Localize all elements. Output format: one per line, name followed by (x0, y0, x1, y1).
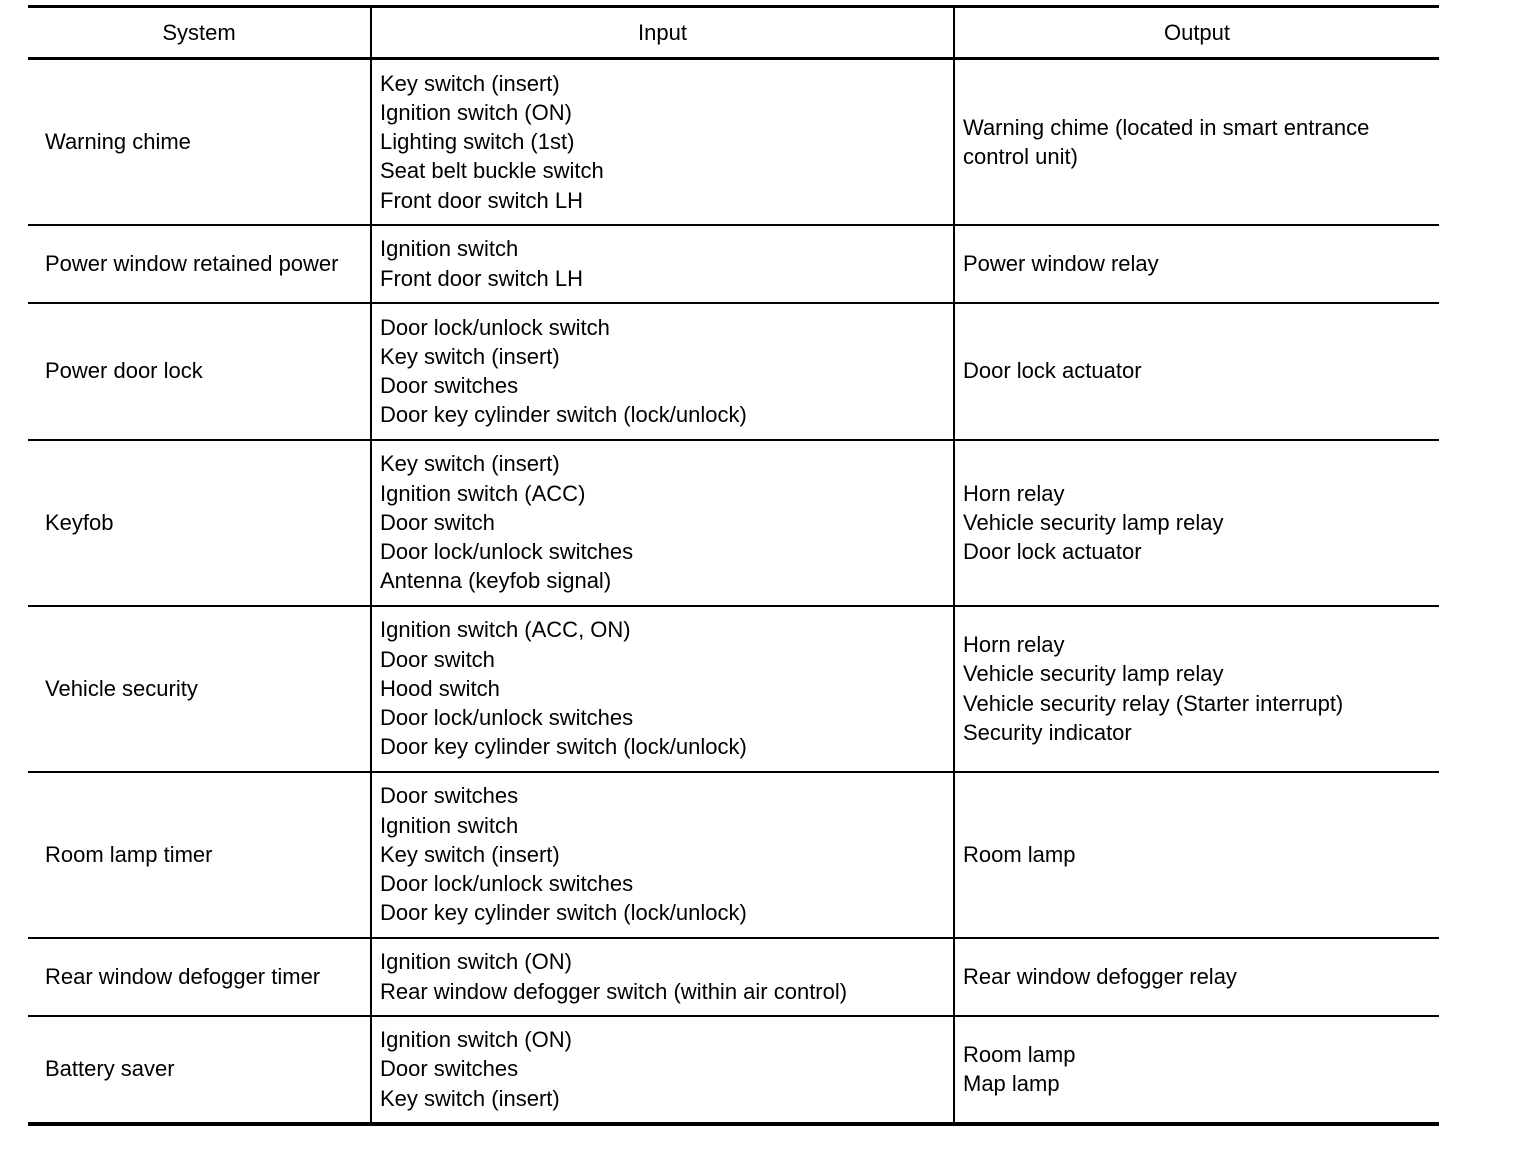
system-cell: Rear window defogger timer (28, 938, 371, 1016)
input-item: Ignition switch (ON) (380, 1027, 572, 1053)
input-item: Door switch (380, 509, 495, 535)
table-row (28, 1016, 1439, 1124)
input-item: Door lock/unlock switches (380, 871, 634, 897)
input-item: Hood switch (380, 675, 500, 701)
table-row (28, 606, 1439, 772)
input-item: Ignition switch (ON) (380, 949, 572, 975)
input-item: Ignition switch (380, 236, 519, 262)
input-item: Key switch (insert) (380, 1085, 560, 1111)
output-item: Door lock actuator (963, 539, 1142, 565)
input-cell (371, 225, 954, 303)
system-cell: Vehicle security (28, 606, 371, 772)
input-item: Front door switch LH (380, 265, 583, 291)
output-cell (954, 225, 1439, 303)
input-item: Door switches (380, 783, 519, 809)
input-item: Front door switch LH (380, 187, 583, 213)
input-item: Lighting switch (1st) (380, 129, 575, 155)
output-item: Rear window defogger relay (963, 963, 1237, 989)
output-item: Map lamp (963, 1071, 1060, 1096)
input-item: Door key cylinder switch (lock/unlock) (380, 734, 747, 760)
input-item: Ignition switch (ON) (380, 99, 572, 125)
output-item: Room lamp (963, 1041, 1076, 1067)
input-cell (371, 772, 954, 938)
input-item: Door switches (380, 1056, 519, 1082)
table-row (28, 440, 1439, 606)
output-item: Room lamp (963, 841, 1076, 867)
input-cell (371, 938, 954, 1016)
output-item: Door lock actuator (963, 358, 1142, 384)
input-item: Key switch (insert) (380, 343, 560, 369)
output-item: Warning chime (located in smart entrance control unit) (963, 114, 1370, 169)
input-item: Seat belt buckle switch (380, 158, 604, 184)
header-system: System (28, 7, 371, 59)
table-body (28, 59, 1439, 1124)
system-io-table (28, 5, 1439, 1126)
system-cell: Room lamp timer (28, 772, 371, 938)
output-cell (954, 606, 1439, 772)
header-input: Input (371, 7, 954, 59)
input-item: Antenna (keyfob signal) (380, 568, 612, 594)
table-row (28, 225, 1439, 303)
input-item: Door switch (380, 646, 495, 672)
input-item: Ignition switch (ACC) (380, 480, 586, 506)
input-item: Ignition switch (ACC, ON) (380, 617, 631, 643)
header-row (28, 7, 1439, 59)
input-cell (371, 303, 954, 440)
output-cell (954, 440, 1439, 606)
output-item: Horn relay (963, 632, 1065, 658)
table-row (28, 772, 1439, 938)
output-item: Vehicle security lamp relay (963, 509, 1224, 535)
output-cell (954, 938, 1439, 1016)
output-item: Vehicle security relay (Starter interrupt) (963, 690, 1344, 716)
input-cell (371, 1016, 954, 1124)
output-cell (954, 772, 1439, 938)
input-item: Rear window defogger switch (within air control) (380, 978, 848, 1004)
system-cell: Power window retained power (28, 225, 371, 303)
table-row (28, 303, 1439, 440)
system-cell: Keyfob (28, 440, 371, 606)
input-item: Door lock/unlock switches (380, 705, 634, 731)
output-item: Power window relay (963, 250, 1159, 276)
output-cell (954, 1016, 1439, 1124)
input-cell (371, 606, 954, 772)
input-item: Door key cylinder switch (lock/unlock) (380, 402, 747, 428)
header-output: Output (954, 7, 1439, 59)
input-cell (371, 440, 954, 606)
table-row (28, 59, 1439, 225)
output-item: Security indicator (963, 719, 1132, 745)
output-cell (954, 303, 1439, 440)
system-cell: Battery saver (28, 1016, 371, 1124)
input-item: Door lock/unlock switch (380, 314, 610, 340)
input-item: Key switch (insert) (380, 451, 560, 477)
input-cell (371, 59, 954, 225)
input-item: Ignition switch (380, 812, 519, 838)
table-header (28, 7, 1439, 59)
system-cell: Power door lock (28, 303, 371, 440)
system-cell: Warning chime (28, 59, 371, 225)
input-item: Door switches (380, 373, 519, 398)
table-row (28, 938, 1439, 1016)
output-item: Horn relay (963, 480, 1065, 506)
input-item: Key switch (insert) (380, 70, 560, 96)
input-item: Key switch (insert) (380, 841, 560, 867)
output-cell (954, 59, 1439, 225)
output-item: Vehicle security lamp relay (963, 661, 1224, 687)
input-item: Door lock/unlock switches (380, 539, 634, 565)
input-item: Door key cylinder switch (lock/unlock) (380, 900, 747, 926)
